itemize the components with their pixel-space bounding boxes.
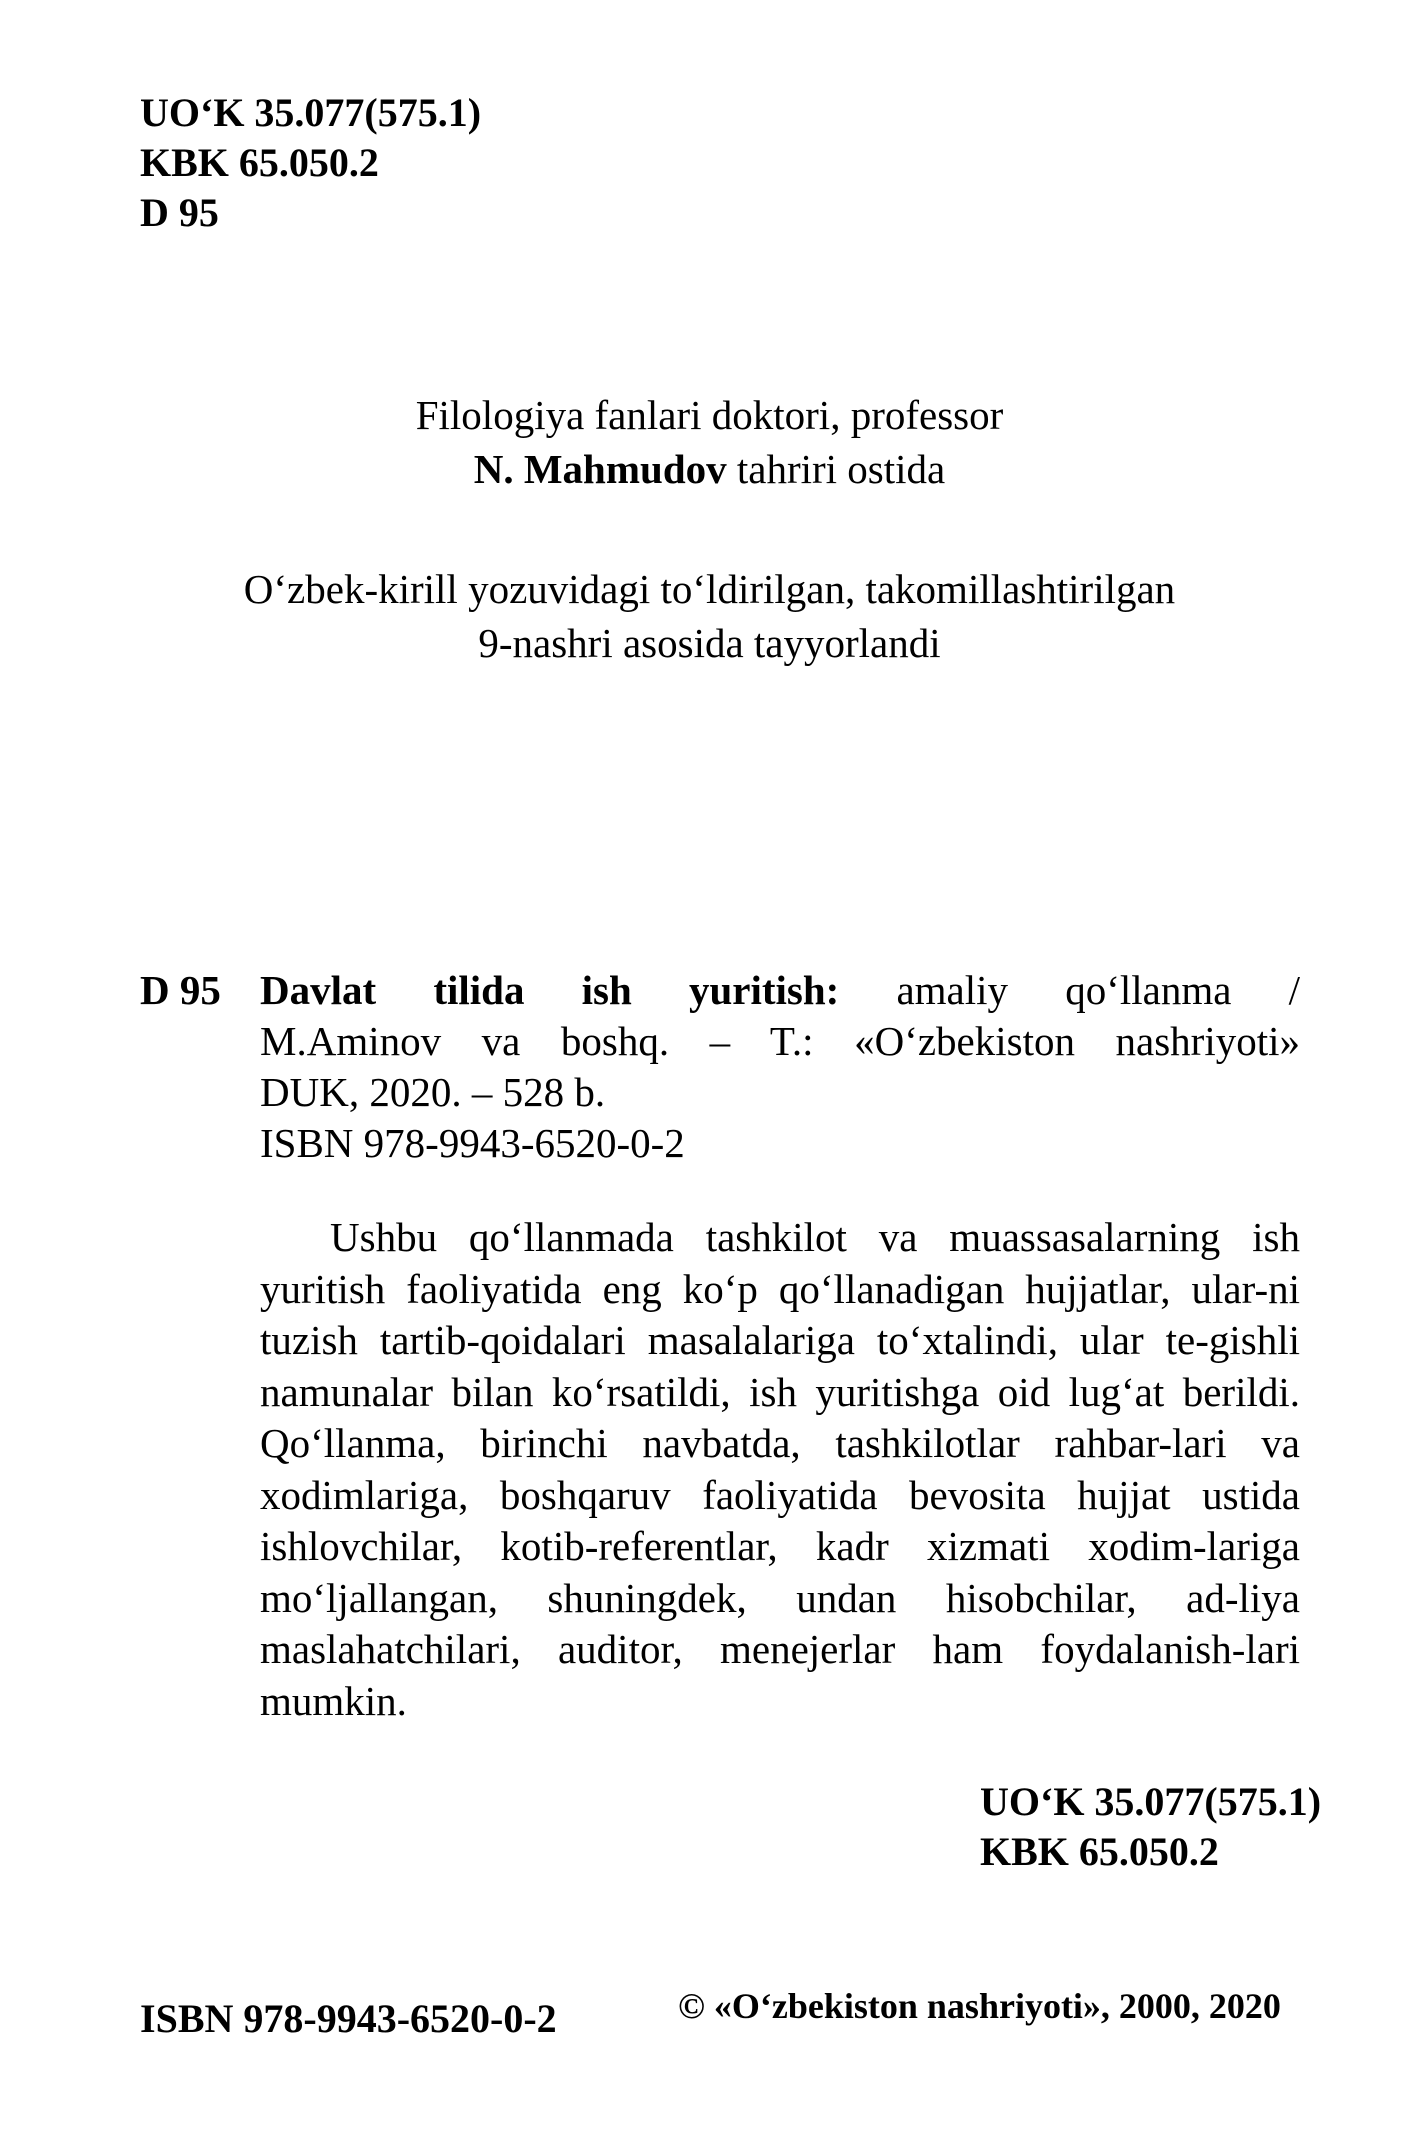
- entry-imprint-line: DUK, 2020. – 528 b.: [260, 1069, 606, 1115]
- bibliographic-entry: [260, 965, 1300, 1169]
- classification-codes-top: [140, 88, 481, 238]
- bbk-code: KBK 65.050.2: [140, 140, 379, 185]
- editor-credit-line2: [0, 442, 1419, 496]
- udc-code: UO‘K 35.077(575.1): [140, 90, 482, 135]
- entry-author-mark: D 95: [140, 967, 221, 1013]
- annotation-paragraph: Ushbu qo‘llanmada tashkilot va muassasalarning ish yuritish faoliyatida eng ko‘p qo‘llanadigan hujjatlar, ular-ni tuzish tartib-qoidalari masalalariga to‘xtalindi, ular te-gishli namunalar bilan ko‘rsatildi, ish yuritishga oid lug‘at berildi. Qo‘llanma, birinchi navbatda, tashkilotlar rahbar-lari va xodimlariga, boshqaruv faoliyatida bevosita hujjat ustida ishlovchilar, kotib-referentlar, kadr xizmati xodim-lariga mo‘ljallangan, shuningdek, undan hisobchilar, ad-liya maslahatchilari, auditor, menejerlar ham foydalanish-lari mumkin.: [260, 1214, 1300, 1724]
- editor-credit: [0, 388, 1419, 496]
- editor-credit-line1: Filologiya fanlari doktori, professor: [415, 392, 1004, 438]
- editor-credit-rest: tahriri ostida: [726, 446, 946, 492]
- editor-name: N. Mahmudov: [473, 446, 727, 492]
- edition-basis: [0, 562, 1419, 670]
- bbk-code-bottom: KBK 65.050.2: [980, 1829, 1219, 1874]
- entry-isbn: ISBN 978-9943-6520-0-2: [260, 1120, 685, 1166]
- copyright-notice: © «O‘zbekiston nashriyoti», 2000, 2020: [678, 1986, 1281, 2026]
- book-title: Davlat tilida ish yuritish:: [260, 967, 840, 1013]
- entry-publisher-line: M.Aminov va boshq. – T.: «O‘zbekiston nashriyoti»: [260, 1018, 1300, 1064]
- entry-title-line: [260, 965, 1300, 1016]
- book-subtitle: amaliy qo‘llanma /: [839, 967, 1300, 1013]
- udc-code-bottom: UO‘K 35.077(575.1): [980, 1779, 1322, 1824]
- edition-basis-line2: 9-nashri asosida tayyorlandi: [478, 620, 941, 666]
- author-mark: D 95: [140, 190, 219, 235]
- footer-isbn: ISBN 978-9943-6520-0-2: [140, 1996, 557, 2041]
- classification-codes-bottom: [980, 1777, 1321, 1877]
- edition-basis-line1: O‘zbek-kirill yozuvidagi to‘ldirilgan, takomillashtirilgan: [243, 566, 1176, 612]
